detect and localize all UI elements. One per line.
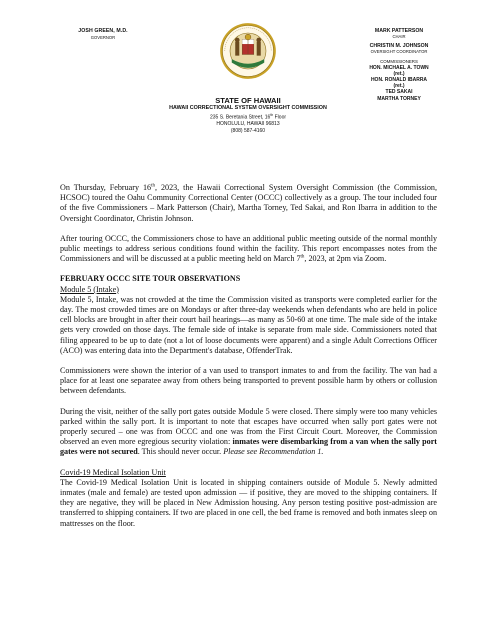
governor-name: JOSH GREEN, M.D.: [78, 28, 128, 34]
van-paragraph: Commissioners were shown the interior of a van used to transport inmates to and from the facility. The van had a place for at least one separatee away from others being transported to prevent possible harm by others or collusion between defendants.: [60, 366, 437, 396]
commissioner-line: HON. RONALD IBARRA: [370, 77, 428, 84]
commissioner-line: (ret.): [393, 83, 405, 90]
commissioner-line: (ret.): [393, 70, 405, 77]
coordinator-title: OVERSIGHT COORDINATOR: [370, 49, 428, 55]
subsection-heading-covid: Covid-19 Medical Isolation Unit: [60, 467, 166, 477]
commissioners-heading: COMMISSIONERS: [380, 58, 418, 64]
chair-title: CHAIR: [392, 34, 406, 40]
letterhead-address: [150, 96, 346, 134]
covid-paragraph: The Covid-19 Medical Isolation Unit is located in shipping containers outside of Module 5. Newly admitted inmates (male and female) are tested upon admission — if positive, they are moved to the shipping containers. If they are negative, they will be placed in New Admission housing. Any person testing positive post-admission are transferred to shipping containers. If two are placed in one cell, the bed frame is removed and both inmates sleep on mattresses on the floor.: [60, 477, 437, 528]
governor-block: [58, 28, 148, 40]
intro-paragraph: On Thursday, February 16th, 2023, the Hawaii Correctional System Oversight Commission (the Commission, HCSOC) toured the Oahu Community Correctional Center (OCCC) collectively as a group. The tour included four of the five Commissioners – Mark Patterson (Chair), Martha Torney, Ted Sakai, and Ron Ibarra in addition to the Oversight Coordinator, Christin Johnson.: [60, 183, 437, 223]
section-heading: FEBRUARY OCCC SITE TOUR OBSERVATIONS: [60, 274, 241, 284]
intake-paragraph: Module 5, Intake, was not crowded at the time the Commission visited as transports were completed earlier for the day. The most crowded times are on Mondays or after three-day weekends when defendants who are held in police cell blocks are brought in after their court bail hearings—as many as 50-60 at one time. The male side of the intake gets very crowded on those days. The female side of intake is separate from male side. Commissioners noted that filing appeared to be up to date (not a lot of loose documents were apparent) and a single Adult Corrections Officer (ACO) was entering data into the Department's database, OffenderTrak.: [60, 294, 437, 355]
chair-name: MARK PATTERSON: [374, 28, 424, 34]
city-address: HONOLULU, HAWAII 96813: [216, 121, 280, 128]
sally-port-paragraph: During the visit, neither of the sally port gates outside Module 5 were closed. There simply were too many vehicles parked within the sally port. It is important to note that escapes have occurred when sally port gates were not properly secured – one was from OCCC and one was from the First Circuit Court. Moreover, the Commission observed an even more egregious security violation: inmates were disembarking from a van when the sally port gates were not secured. This should never occur. Please see Recommendation 1.: [60, 406, 438, 457]
state-title: STATE OF HAWAII: [215, 96, 281, 105]
commissioner-line: HON. MICHAEL A. TOWN: [369, 64, 429, 71]
state-seal-icon: [219, 22, 277, 80]
commissioner-line: TED SAKAI: [385, 89, 413, 96]
governor-title: GOVERNOR: [90, 35, 116, 40]
phone-number: (808) 587-4160: [230, 127, 266, 134]
organization-name: HAWAII CORRECTIONAL SYSTEM OVERSIGHT COMMISSION: [169, 105, 327, 111]
purpose-paragraph: After touring OCCC, the Commissioners chose to have an additional public meeting outside of the normal monthly public meetings to address serious conditions found within the facility. This report encompasses notes from the Commissioners and will be discussed at a public meeting held on March 7th, 2023, at 2pm via Zoom.: [60, 233, 437, 264]
street-address: 235 S. Beretania Street, 16th Floor: [209, 113, 287, 121]
commission-members-block: [344, 28, 454, 102]
report-body: [60, 183, 437, 539]
subsection-heading-intake: Module 5 (Intake): [60, 284, 119, 294]
coordinator-name: CHRISTIN M. JOHNSON: [369, 42, 429, 49]
commissioner-line: MARTHA TORNEY: [377, 95, 421, 102]
